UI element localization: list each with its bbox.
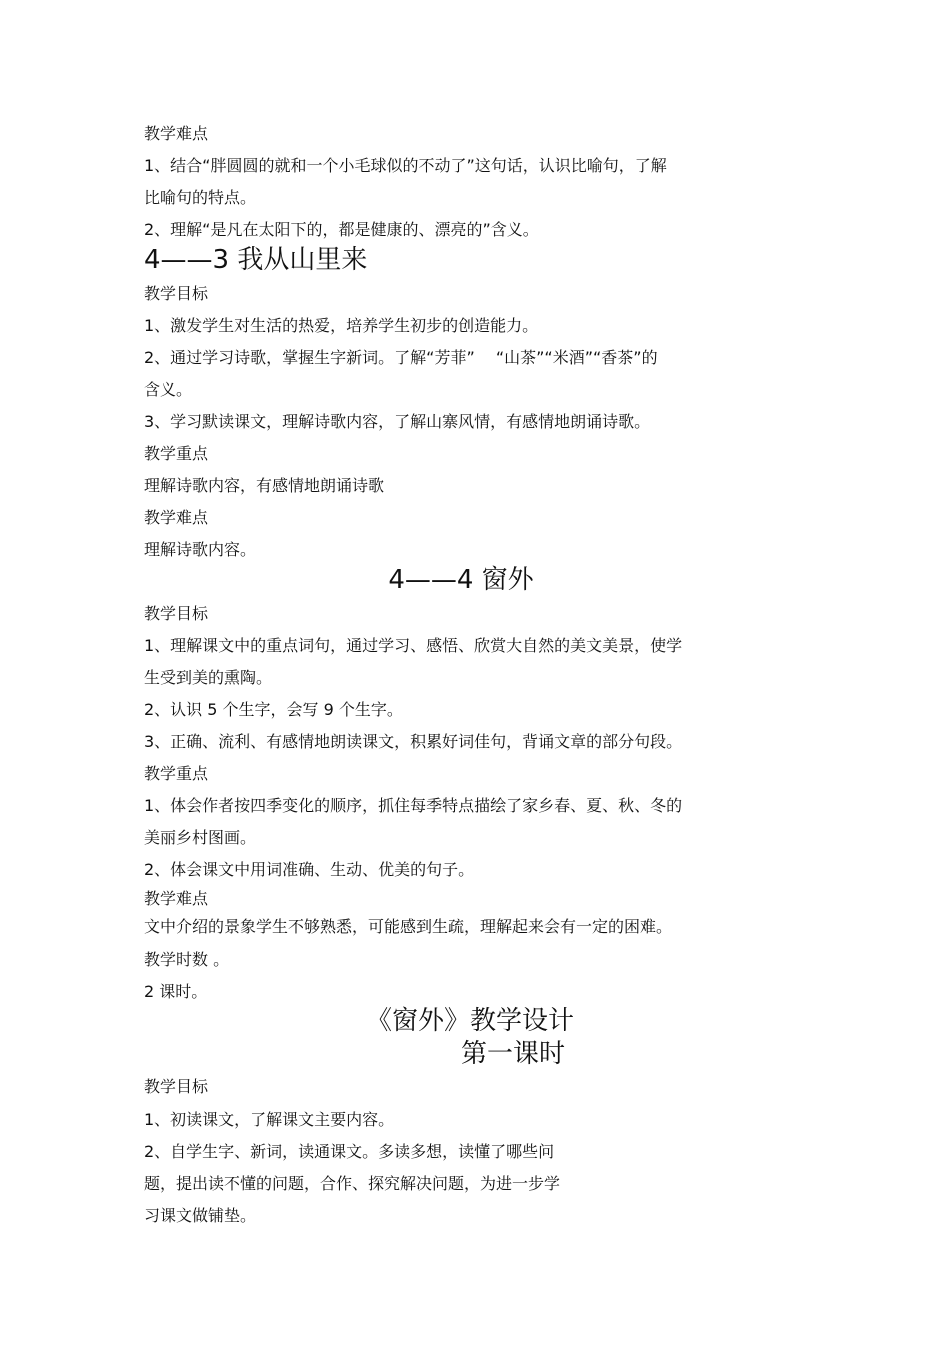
s3-difficulty-1: 文中介绍的景象学生不够熟悉，可能感到生疏，理解起来会有一定的困难。 <box>144 917 673 936</box>
s3-hours-label: 教学时数 。 <box>144 950 230 969</box>
s3-difficulty-label: 教学难点 <box>144 889 209 908</box>
s4-goal-2c: 习课文做铺垫。 <box>144 1206 257 1225</box>
s2-key-label: 教学重点 <box>144 444 209 463</box>
s4-goals-label: 教学目标 <box>144 1077 209 1096</box>
s2-difficulty-label: 教学难点 <box>144 508 209 527</box>
s3-hours-value: 2 课时。 <box>144 982 208 1001</box>
s4-goal-2b: 题，提出读不懂的问题，合作、探究解决问题，为进一步学 <box>144 1174 561 1193</box>
s4-goal-2a: 2、自学生字、新词，读通课文。多读多想，读懂了哪些问 <box>144 1142 555 1161</box>
s2-difficulty-1: 理解诗歌内容。 <box>144 540 257 559</box>
s2-goal-2a: 2、通过学习诗歌，掌握生字新词。了解“芳菲” “山茶”“米酒”“香茶”的 <box>144 348 658 367</box>
s4-design-title: 《窗外》教学设计 <box>365 1006 574 1036</box>
s3-goal-1b: 生受到美的熏陶。 <box>144 668 273 687</box>
s3-key-label: 教学重点 <box>144 764 209 783</box>
s1-difficulty-label: 教学难点 <box>144 124 209 143</box>
s3-key-2: 2、体会课文中用词准确、生动、优美的句子。 <box>144 860 475 879</box>
s3-lesson-title: 4——4 窗外 <box>388 565 534 595</box>
s2-goals-label: 教学目标 <box>144 284 209 303</box>
s3-goal-3: 3、正确、流利、有感情地朗读课文，积累好词佳句，背诵文章的部分句段。 <box>144 732 683 751</box>
s1-difficulty-1b: 比喻句的特点。 <box>144 188 257 207</box>
s2-goal-2b: 含义。 <box>144 380 193 399</box>
s2-goal-1: 1、激发学生对生活的热爱，培养学生初步的创造能力。 <box>144 316 539 335</box>
s2-goal-3: 3、学习默读课文，理解诗歌内容，了解山寨风情，有感情地朗诵诗歌。 <box>144 412 651 431</box>
s3-key-1a: 1、体会作者按四季变化的顺序，抓住每季特点描绘了家乡春、夏、秋、冬的 <box>144 796 683 815</box>
s3-goal-1a: 1、理解课文中的重点词句，通过学习、感悟、欣赏大自然的美文美景，使学 <box>144 636 683 655</box>
s4-lesson-subtitle: 第一课时 <box>460 1039 565 1069</box>
s3-goal-2: 2、认识 5 个生字，会写 9 个生字。 <box>144 700 403 719</box>
s2-key-1: 理解诗歌内容，有感情地朗诵诗歌 <box>144 476 385 495</box>
s1-difficulty-2: 2、理解“是凡在太阳下的，都是健康的、漂亮的”含义。 <box>144 220 539 239</box>
s4-goal-1: 1、初读课文，了解课文主要内容。 <box>144 1110 395 1129</box>
s1-difficulty-1a: 1、结合“胖圆圆的就和一个小毛球似的不动了”这句话，认识比喻句，了解 <box>144 156 667 175</box>
s3-goals-label: 教学目标 <box>144 604 209 623</box>
s2-lesson-title: 4——3 我从山里来 <box>144 245 368 275</box>
s3-key-1b: 美丽乡村图画。 <box>144 828 257 847</box>
